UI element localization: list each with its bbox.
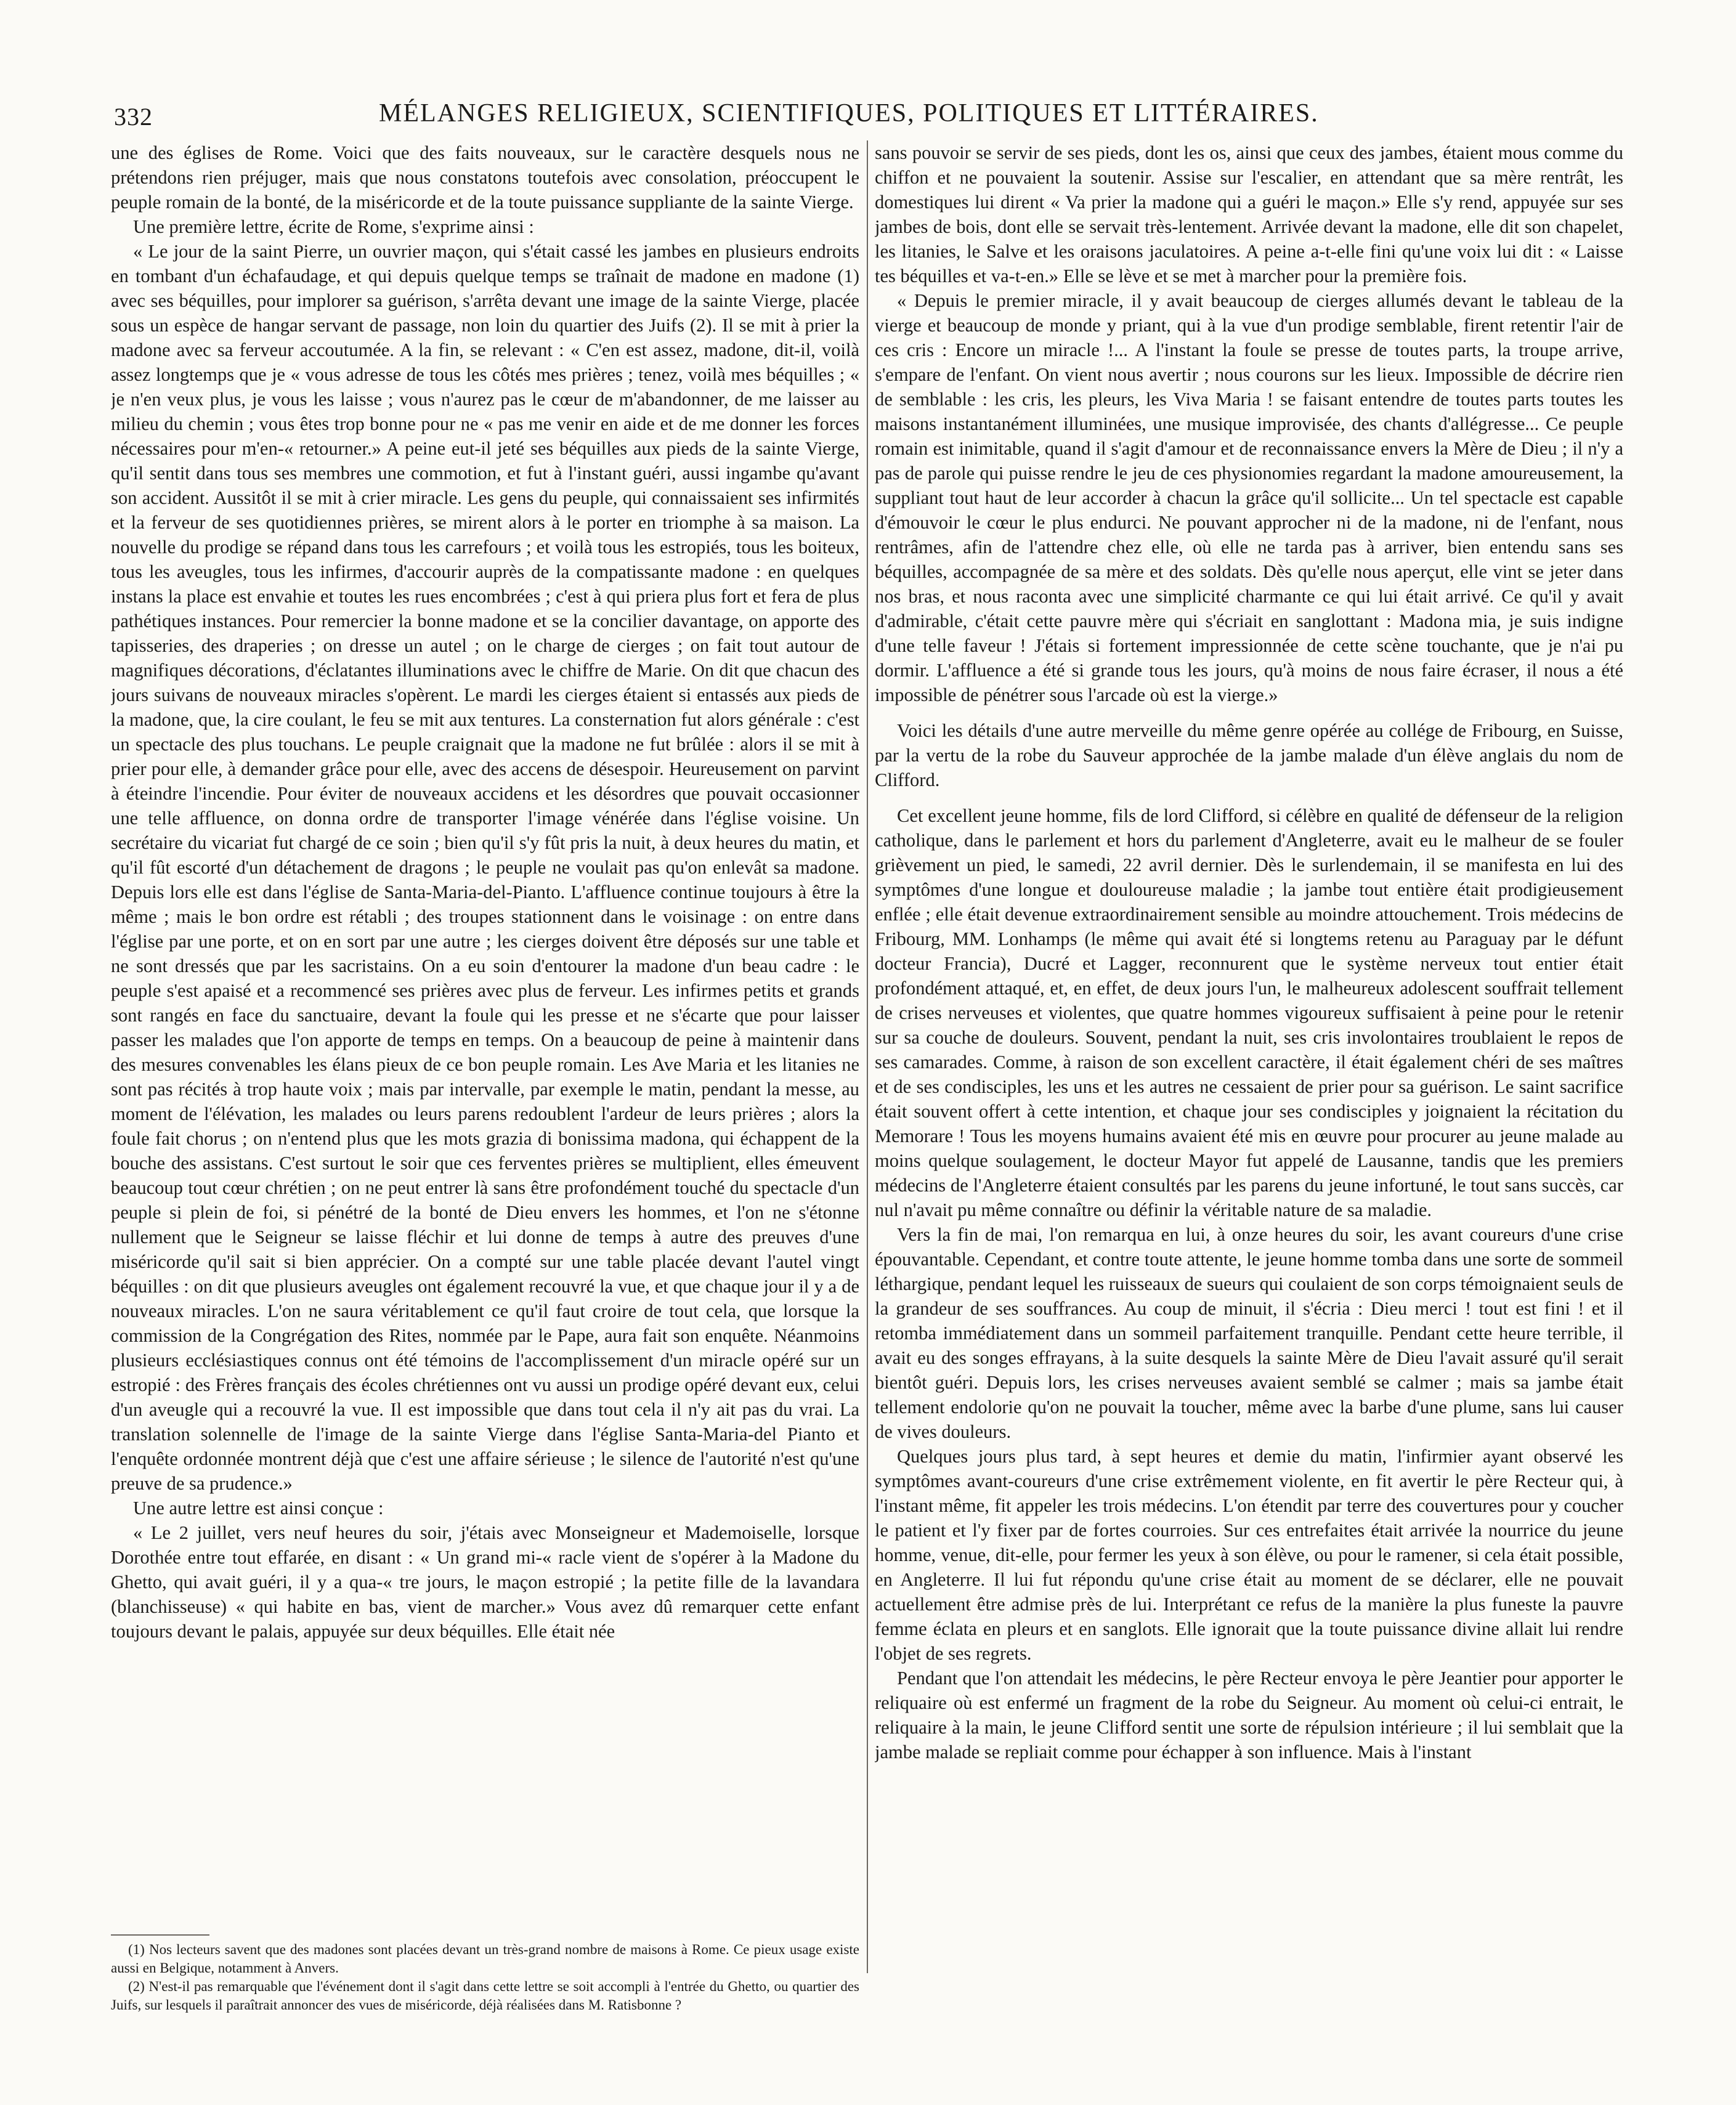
paragraph: Quelques jours plus tard, à sept heures et demie du matin, l'infirmier ayant observé les symptômes avant-coureurs d'une crise extrêmement violente, en fit avertir le père Recteur qui, à l'instant même, fit appeler les trois médecins. L'on étendit par terre des couvertures pour y coucher le patient et l'y fixer par de fortes courroies. Sur ces entrefaites était arrivée la nourrice du jeune homme, venue, dit-elle, pour fermer les yeux à son élève, ou pour le ramener, si cela était possible, en Angleterre. Il lui fut répondu qu'une crise était au moment de se déclarer, elle ne pouvait actuellement être admise près de lui. Interprétant ce refus de la manière la plus funeste la pauvre femme éclata en pleurs et en sanglots. Elle ignorait que la toute puissance divine allait lui rendre l'objet de ses regrets. xyxy=(875,1446,1623,1664)
paragraph: Une autre lettre est ainsi conçue : xyxy=(133,1498,384,1519)
footnote: (2) N'est-il pas remarquable que l'événement dont il s'agit dans cette lettre se soit accompli à l'entrée du Ghetto, ou quartier des Juifs, sur lesquels il paraîtrait annoncer des vues de miséricorde, déjà réalisées dans M. Ratisbonne ? xyxy=(111,1979,859,2013)
column-divider xyxy=(867,140,868,1973)
left-column xyxy=(111,140,859,2050)
footnote-divider xyxy=(111,1934,209,1936)
paragraph: « Depuis le premier miracle, il y avait beaucoup de cierges allumés devant le tableau de la vierge et beaucoup de monde y priant, qui à la vue d'un prodige semblable, firent retentir l'air de ces cris : Encore un miracle !... A l'instant la foule se presse de toutes parts, la troupe arrive, s'empare de l'enfant. On vient nous avertir ; nous courons sur les lieux. Impossible de décrire rien de semblable : les cris, les pleurs, les Viva Maria ! se faisant entendre de toutes parts toutes les maisons instantanément illuminées, une musique improvisée, des chants d'allégresse... Ce peuple romain est inimitable, quand il s'agit d'amour et de reconnaissance envers la Mère de Dieu ; il n'y a pas de parole qui puisse rendre le jeu de ces physionomies regardant la madone amoureusement, la suppliant tout haut de leur accorder à chacun la grâce qu'il sollicite... Un tel spectacle est capable d'émouvoir le cœur le plus endurci. Ne pouvant approcher ni de la madone, ni de l'enfant, nous rentrâmes, afin de l'attendre chez elle, où elle ne tarda pas à arriver, bien entendu sans ses béquilles, accompagnée de sa mère et des soldats. Dès qu'elle nous aperçut, elle vint se jeter dans nos bras, et nous raconta avec une simplicité charmante ce qui lui était arrivé. Ce qu'il y avait d'admirable, c'était cette pauvre mère qui s'écriait en sanglottant : Madona mia, je suis indigne d'une telle faveur ! J'étais si fortement impressionnée de cette scène touchante, que je n'ai pu dormir. L'affluence a été si grande tous les jours, qu'à moins de nous faire écraser, il nous a été impossible de pénétrer sous l'arcade où est la vierge.» xyxy=(875,290,1623,705)
paragraph: une des églises de Rome. Voici que des faits nouveaux, sur le caractère desquels nous ne prétendons rien préjuger, mais que nous constatons toutefois avec consolation, préoccupent le peuple romain de la bonté, de la miséricorde et de la toute puissance suppliante de la sainte Vierge. xyxy=(111,142,859,213)
footnote: (1) Nos lecteurs savent que des madones sont placées devant un très-grand nombre de maisons à Rome. Ce pieux usage existe aussi en Belgique, notamment à Anvers. xyxy=(111,1942,859,1976)
page-header xyxy=(114,99,1633,136)
paragraph: Pendant que l'on attendait les médecins, le père Recteur envoya le père Jeantier pour apporter le reliquaire où est enfermé un fragment de la robe du Seigneur. Au moment où celui-ci entrait, le reliquaire à la main, le jeune Clifford sentit une sorte de répulsion intérieure ; il lui semblait que la jambe malade se repliait comme pour échapper à son influence. Mais à l'instant xyxy=(875,1668,1623,1762)
paragraph: « Le jour de la saint Pierre, un ouvrier maçon, qui s'était cassé les jambes en plusieurs endroits en tombant d'un échafaudage, et qui depuis quelque temps se traînait de madone en madone (1) avec ses béquilles, pour implorer sa guérison, s'arrêta devant une image de la sainte Vierge, placée sous un espèce de hangar servant de passage, non loin du quartier des Juifs (2). Il se mit à prier la madone avec sa ferveur accoutumée. A la fin, se relevant : « C'en est assez, madone, dit-il, voilà assez longtemps que je « vous adresse de tous les côtés mes prières ; tenez, voilà mes béquilles ; « je n'en veux plus, je vous les laisse ; vous n'aurez pas le cœur de m'abandonner, de me laisser au milieu du chemin ; vous êtes trop bonne pour ne « pas me venir en aide et de me donner les forces nécessaires pour m'en-« retourner.» A peine eut-il jeté ses béquilles aux pieds de la sainte Vierge, qu'il sentit dans tous ses membres une commotion, et fut à l'instant guéri, aussi ingambe qu'avant son accident. Aussitôt il se mit à crier miracle. Les gens du peuple, qui connaissaient ses infirmités et la ferveur de ses quotidiennes prières, se mirent alors à le porter en triomphe à sa maison. La nouvelle du prodige se répand dans tous les carrefours ; et voilà tous les estropiés, tous les boiteux, tous les aveugles, tous les infirmes, d'accourir auprès de la compatissante madone : en quelques instans la place est envahie et toutes les rues encombrées ; c'est à qui priera plus fort et fera de plus pathétiques instances. Pour remercier la bonne madone et se la concilier davantage, on apporte des tapisseries, des draperies ; on dresse un autel ; on le charge de cierges ; on fait tout autour de magnifiques décorations, d'éclatantes illuminations avec le chiffre de Marie. On dit que chacun des jours suivans de nouveaux miracles s'opèrent. Le mardi les cierges étaient si entassés aux pieds de la madone, que, la cire coulant, le feu se mit aux tentures. La consternation fut alors générale : c'est un spectacle des plus touchans. Le peuple craignait que la madone ne fut brûlée : alors il se mit à prier pour elle, à demander grâce pour elle, avec des accens de désespoir. Heureusement on parvint à éteindre l'incendie. Pour éviter de nouveaux accidens et les désordres que pouvait occasionner une telle affluence, on donna ordre de transporter l'image vénérée dans l'église voisine. Un secrétaire du vicariat fut chargé de ce soin ; bien qu'il s'y fût pris la nuit, à deux heures du matin, et qu'il fût escorté d'un détachement de dragons ; le peuple ne voulait pas qu'on enlevât sa madone. Depuis lors elle est dans l'église de Santa-Maria-del-Pianto. L'affluence continue toujours à être la même ; mais le bon ordre est rétabli ; des troupes stationnent dans le voisinage : on entre dans l'église par une porte, et on en sort par une autre ; les cierges doivent être déposés sur une table et ne sont dressés que par les sacristains. On a eu soin d'entourer la madone d'un beau cadre : le peuple s'est apaisé et a recommencé ses prières avec plus de ferveur. Les infirmes petits et grands sont rangés en face du sanctuaire, devant la foule qui les presse et ne s'écarte que pour laisser passer les malades que l'on apporte de temps en temps. On a beaucoup de peine à maintenir dans des mesures convenables les élans pieux de ce bon peuple romain. Les Ave Maria et les litanies ne sont pas récités à trop haute voix ; mais par intervalle, par exemple le matin, pendant la messe, au moment de l'élévation, les malades ou leurs parens redoublent l'ardeur de leurs prières ; alors la foule fait chorus ; on n'entend plus que les mots grazia di bonissima madona, qui échappent de la bouche des assistans. C'est surtout le soir que ces ferventes prières se multiplient, elles émeuvent beaucoup tout cœur chrétien ; on ne peut entrer là sans être profondément touché du spectacle d'un peuple si plein de foi, si pénétré de la bonté de Dieu envers les hommes, et l'on ne s'étonne nullement que le Seigneur se laisse fléchir et lui donne de temps à autre des preuves d'une miséricorde qu'il sait si bien apprécier. On a compté sur une table placée devant l'autel vingt béquilles : on dit que plusieurs aveugles ont également recouvré la vue, et que chaque jour il y a de nouveaux miracles. L'on ne saura véritablement ce qu'il faut croire de tout cela, que lorsque la commission de la Congrégation des Rites, nommée par le Pape, aura fait son enquête. Néanmoins plusieurs ecclésiastiques connus ont été témoins de l'accomplissement d'un miracle opéré sur un estropié : des Frères français des écoles chrétiennes ont vu aussi un prodige opéré devant eux, celui d'un aveugle qui a recouvré la vue. Il est impossible que dans tout cela il n'y ait pas du vrai. La translation solennelle de l'image de la sainte Vierge dans l'église Santa-Maria-del Pianto et l'enquête ordonnée montrent déjà que c'est une affaire sérieuse ; le silence de l'autorité n'est qu'une preuve de sa prudence.» xyxy=(111,241,859,1494)
paragraph: « Le 2 juillet, vers neuf heures du soir, j'étais avec Monseigneur et Mademoiselle, lorsque Dorothée entre tout effarée, en disant : « Un grand mi-« racle vient de s'opérer à la Madone du Ghetto, qui avait guéri, il y a qua-« tre jours, le maçon estropié ; la petite fille de la lavandara (blanchisseuse) « qui habite en bas, vient de marcher.» Vous avez dû remarquer cette enfant toujours devant le palais, appuyée sur deux béquilles. Elle était née xyxy=(111,1522,859,1642)
paragraph: Une première lettre, écrite de Rome, s'exprime ainsi : xyxy=(133,216,534,237)
footnotes xyxy=(111,1941,859,2014)
paragraph: Voici les détails d'une autre merveille du même genre opérée au collége de Fribourg, en Suisse, par la vertu de la robe du Sauveur approchée de la jambe malade d'un élève anglais du nom de Clifford. xyxy=(875,720,1623,790)
right-column xyxy=(875,140,1623,2050)
page-number: 332 xyxy=(114,103,153,131)
paragraph: Vers la fin de mai, l'on remarqua en lui, à onze heures du soir, les avant coureurs d'une crise épouvantable. Cependant, et contre toute attente, le jeune homme tomba dans une sorte de sommeil léthargique, pendant lequel les ruisseaux de sueurs qui coulaient de son corps témoignaient seuls de la grandeur de ses souffrances. Au coup de minuit, il s'écria : Dieu merci ! tout est fini ! et il retomba immédiatement dans un sommeil parfaitement tranquille. Pendant cette heure terrible, il avait eu des songes effrayans, à la suite desquels la sainte Mère de Dieu l'avait assuré qu'il serait bientôt guéri. Depuis lors, les crises nerveuses avaient semblé se calmer ; mais sa jambe était tellement endolorie qu'on ne pouvait la toucher, même avec la barbe d'une plume, sans lui causer de vives douleurs. xyxy=(875,1224,1623,1442)
paragraph: sans pouvoir se servir de ses pieds, dont les os, ainsi que ceux des jambes, étaient mous comme du chiffon et ne pouvaient la soutenir. Assise sur l'escalier, en attendant que sa mère rentrât, les domestiques lui dirent « Va prier la madone qui a guéri le maçon.» Elle s'y rend, appuyée sur ses jambes de bois, dont elle se servait très-lentement. Arrivée devant la madone, elle dit son chapelet, les litanies, le Salve et les oraisons jaculatoires. A peine a-t-elle fini qu'une voix lui dit : « Laisse tes béquilles et va-t-en.» Elle se lève et se met à marcher pour la première fois. xyxy=(875,142,1623,286)
paragraph: Cet excellent jeune homme, fils de lord Clifford, si célèbre en qualité de défenseur de la religion catholique, dans le parlement et hors du parlement d'Angleterre, avait eu le malheur de se fouler grièvement un pied, le samedi, 22 avril dernier. Dès le surlendemain, il se manifesta en lui des symptômes d'une longue et douloureuse maladie ; la jambe tout entière était prodigieusement enflée ; elle était devenue extraordinairement sensible au moindre attouchement. Trois médecins de Fribourg, MM. Lonhamps (le même qui avait été si longtems retenu au Paraguay par le défunt docteur Francia), Ducré et Lagger, reconnurent que le système nerveux tout entier était profondément attaqué, et, en effet, de deux jours l'un, le malheureux adolescent souffrait tellement de crises nerveuses et violentes, que quatre hommes vigoureux suffisaient à peine pour le retenir sur sa couche de douleurs. Souvent, pendant la nuit, ses cris involontaires troublaient le repos de ses camarades. Comme, à raison de son excellent caractère, il était également chéri de ses maîtres et de ses condisciples, les uns et les autres ne cessaient de prier pour sa guérison. Le saint sacrifice était souvent offert à cette intention, et chaque jour ses condisciples y joignaient la récitation du Memorare ! Tous les moyens humains avaient été mis en œuvre pour procurer au jeune malade au moins quelque soulagement, le docteur Mayor fut appelé de Lausanne, tandis que les premiers médecins de l'Angleterre étaient consultés par les parens du jeune infortuné, le tout sans succès, car nul n'avait pu même connaître ou définir la véritable nature de sa maladie. xyxy=(875,805,1623,1220)
running-title: MÉLANGES RELIGIEUX, SCIENTIFIQUES, POLITIQUES ET LITTÉRAIRES. xyxy=(379,99,1319,128)
